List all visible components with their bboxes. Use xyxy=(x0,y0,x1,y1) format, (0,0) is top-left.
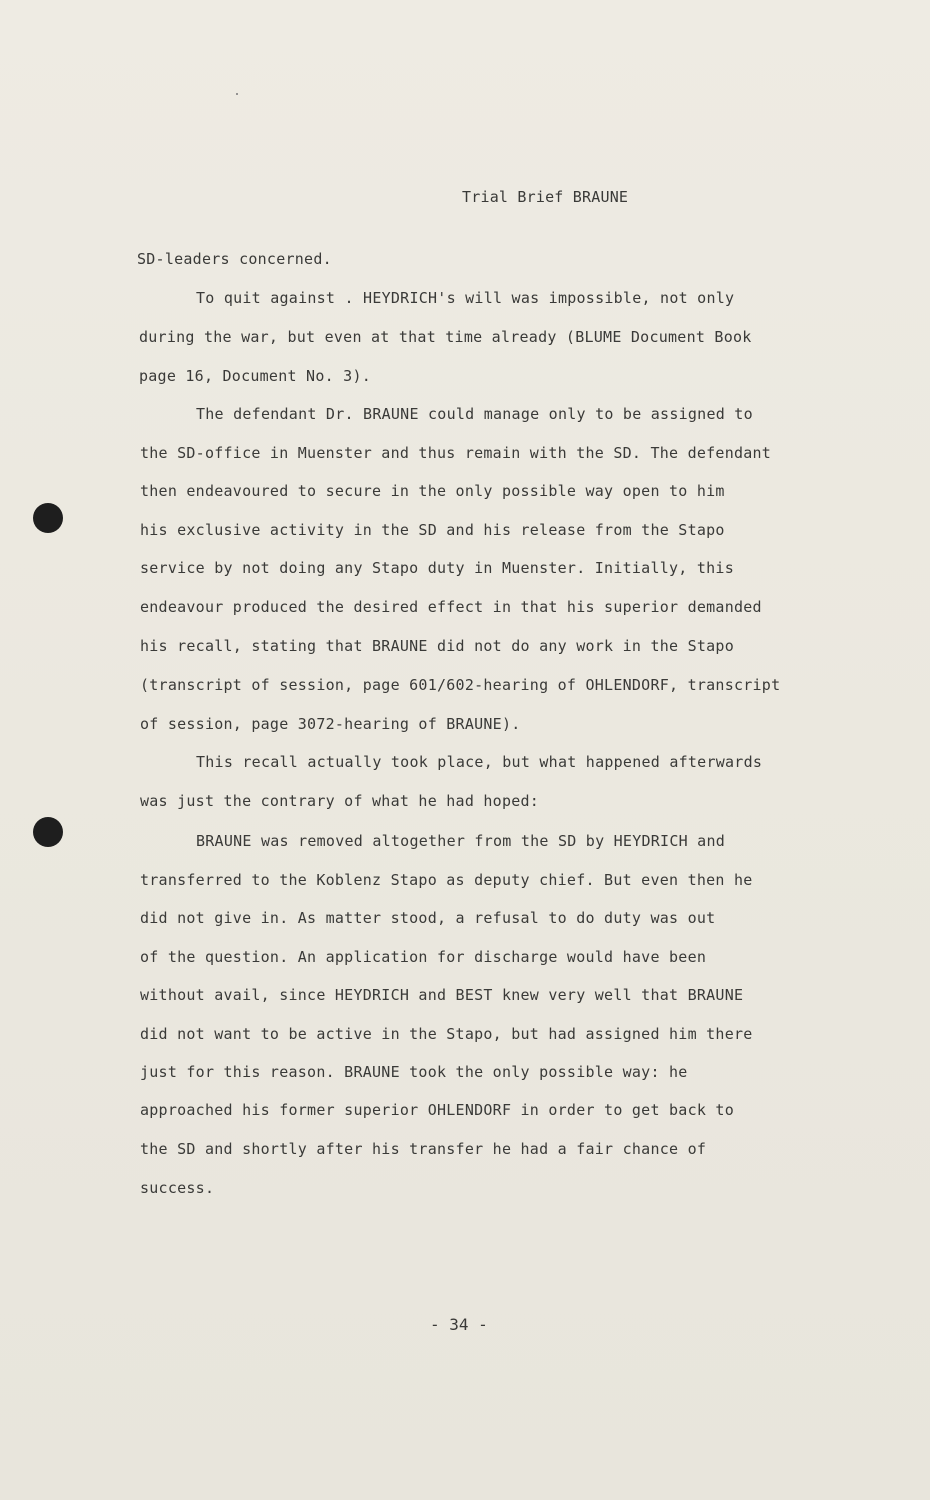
text-line: This recall actually took place, but what happened afterwards xyxy=(196,753,763,771)
text-line: transferred to the Koblenz Stapo as deputy chief. But even then he xyxy=(140,871,753,889)
text-line: To quit against . HEYDRICH's will was impossible, not only xyxy=(196,289,735,307)
text-line: approached his former superior OHLENDORF in order to get back to xyxy=(140,1101,734,1119)
punch-hole-upper xyxy=(33,503,63,533)
text-line: the SD-office in Muenster and thus remain with the SD. The defendant xyxy=(140,444,772,462)
text-line: SD-leaders concerned. xyxy=(137,250,332,268)
text-line: (transcript of session, page 601/602-hearing of OHLENDORF, transcript xyxy=(140,676,781,694)
text-line: just for this reason. BRAUNE took the only possible way: he xyxy=(140,1063,688,1081)
text-line: service by not doing any Stapo duty in Muenster. Initially, this xyxy=(140,559,734,577)
text-line: page 16, Document No. 3). xyxy=(139,367,372,385)
page-header: Trial Brief BRAUNE xyxy=(462,188,629,206)
text-line: was just the contrary of what he had hoped: xyxy=(140,792,540,810)
punch-hole-lower xyxy=(33,817,63,847)
text-line: of the question. An application for discharge would have been xyxy=(140,948,707,966)
text-line: his exclusive activity in the SD and his release from the Stapo xyxy=(140,521,725,539)
text-line: endeavour produced the desired effect in that his superior demanded xyxy=(140,598,762,616)
text-line: without avail, since HEYDRICH and BEST knew very well that BRAUNE xyxy=(140,986,744,1004)
text-line: did not give in. As matter stood, a refusal to do duty was out xyxy=(140,909,716,927)
text-line: the SD and shortly after his transfer he had a fair chance of xyxy=(140,1140,707,1158)
text-line: of session, page 3072-hearing of BRAUNE). xyxy=(140,715,521,733)
page-number: - 34 - xyxy=(430,1315,488,1334)
text-line: BRAUNE was removed altogether from the SD by HEYDRICH and xyxy=(196,832,726,850)
text-line: his recall, stating that BRAUNE did not do any work in the Stapo xyxy=(140,637,734,655)
text-line: then endeavoured to secure in the only possible way open to him xyxy=(140,482,725,500)
text-line: success. xyxy=(140,1179,215,1197)
text-line: did not want to be active in the Stapo, but had assigned him there xyxy=(140,1025,753,1043)
text-line: during the war, but even at that time already (BLUME Document Book xyxy=(139,328,752,346)
text-line: The defendant Dr. BRAUNE could manage only to be assigned to xyxy=(196,405,753,423)
paper-speck xyxy=(236,93,238,95)
